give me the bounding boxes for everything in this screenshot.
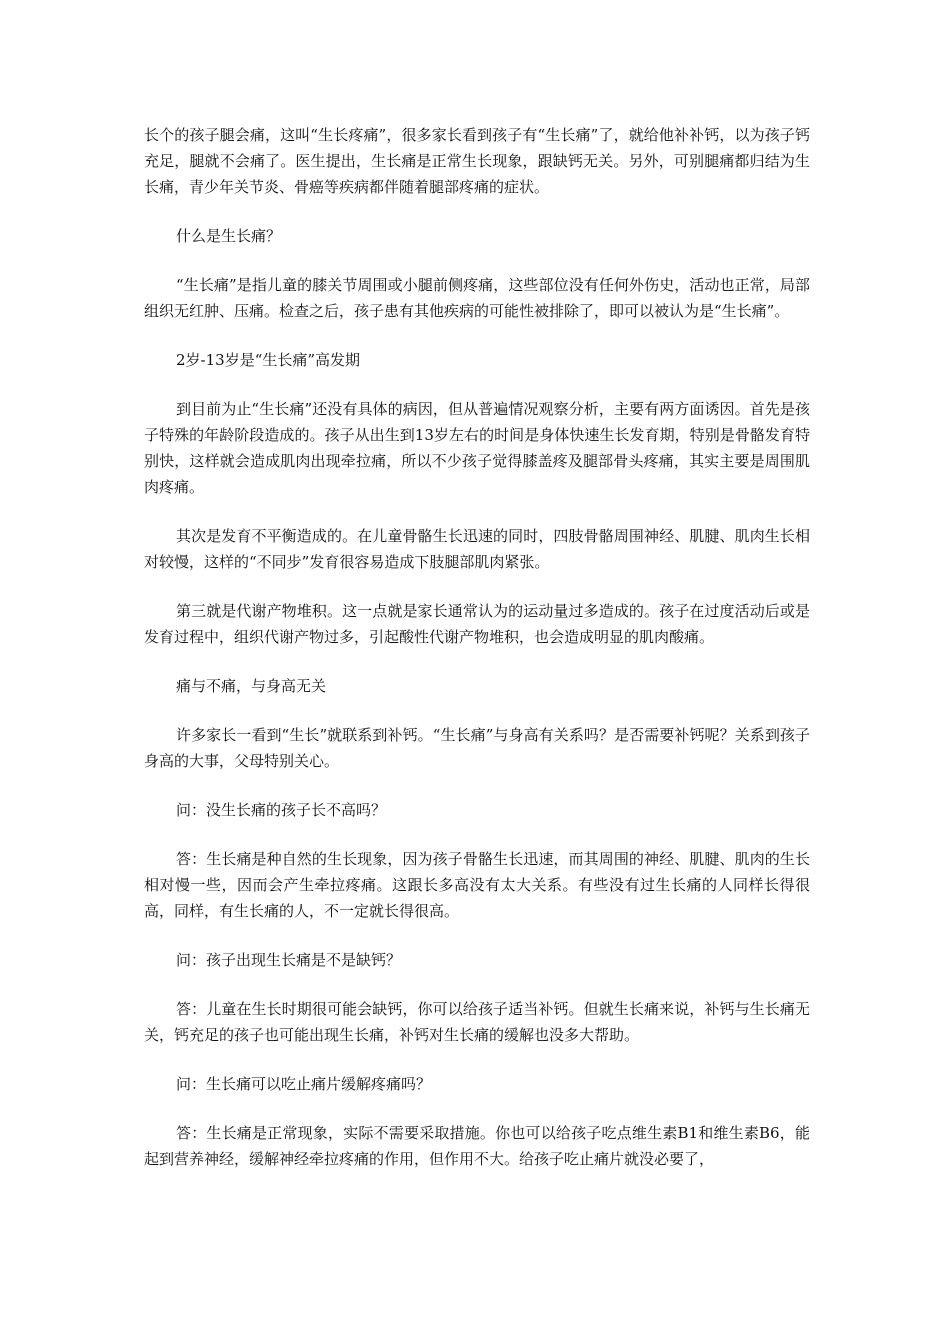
article-body: [144, 122, 810, 1195]
question-1: 问：没生长痛的孩子长不高吗？: [176, 801, 387, 819]
intro-paragraph: 长个的孩子腿会痛，这叫“生长疼痛”，很多家长看到孩子有“生长痛”了，就给他补补钙，以为孩子钙充足，腿就不会痛了。医生提出，生长痛是正常生长现象，跟缺钙无关。另外，可别腿痛都归结为生长痛，青少年关节炎、骨癌等疾病都伴随着腿部疼痛的症状。: [144, 126, 810, 196]
question-2: 问：孩子出现生长痛是不是缺钙？: [176, 951, 402, 969]
answer-1: 答：生长痛是种自然的生长现象，因为孩子骨骼生长迅速，而其周围的神经、肌腱、肌肉的生长相对慢一些，因而会产生牵拉疼痛。这跟长多高没有太大关系。有些没有过生长痛的人同样长得很高，同样，有生长痛的人，不一定就长得很高。: [144, 850, 810, 920]
section-heading-height: 痛与不痛，与身高无关: [176, 677, 327, 695]
question-3: 问：生长痛可以吃止痛片缓解疼痛吗？: [176, 1075, 432, 1093]
cause-paragraph-1: 到目前为止“生长痛”还没有具体的病因，但从普遍情况观察分析，主要有两方面诱因。首先是孩子特殊的年龄阶段造成的。孩子从出生到13岁左右的时间是身体快速生长发育期，特别是骨骼发育特别快，这样就会造成肌肉出现牵拉痛，所以不少孩子觉得膝盖疼及腿部骨头疼痛，其实主要是周围肌肉疼痛。: [144, 400, 810, 496]
height-paragraph: 许多家长一看到“生长”就联系到补钙。“生长痛”与身高有关系吗？是否需要补钙呢？关系到孩子身高的大事，父母特别关心。: [144, 726, 810, 770]
section-heading-peak-age: 2岁-13岁是“生长痛”高发期: [176, 351, 361, 369]
cause-paragraph-2: 其次是发育不平衡造成的。在儿童骨骼生长迅速的同时，四肢骨骼周围神经、肌腱、肌肉生长相对较慢，这样的“不同步”发育很容易造成下肢腿部肌肉紧张。: [144, 527, 810, 571]
section-heading-what-is: 什么是生长痛？: [176, 227, 282, 245]
cause-paragraph-3: 第三就是代谢产物堆积。这一点就是家长通常认为的运动量过多造成的。孩子在过度活动后或是发育过程中，组织代谢产物过多，引起酸性代谢产物堆积，也会造成明显的肌肉酸痛。: [144, 602, 810, 646]
answer-2: 答：儿童在生长时期很可能会缺钙，你可以给孩子适当补钙。但就生长痛来说，补钙与生长痛无关，钙充足的孩子也可能出现生长痛，补钙对生长痛的缓解也没多大帮助。: [144, 1000, 810, 1044]
definition-paragraph: “生长痛”是指儿童的膝关节周围或小腿前侧疼痛，这些部位没有任何外伤史，活动也正常，局部组织无红肿、压痛。检查之后，孩子患有其他疾病的可能性被排除了，即可以被认为是“生长痛”。: [144, 276, 810, 320]
answer-3: 答：生长痛是正常现象，实际不需要采取措施。你也可以给孩子吃点维生素B1和维生素B6，能起到营养神经，缓解神经牵拉疼痛的作用，但作用不大。给孩子吃止痛片就没必要了，: [144, 1124, 810, 1168]
